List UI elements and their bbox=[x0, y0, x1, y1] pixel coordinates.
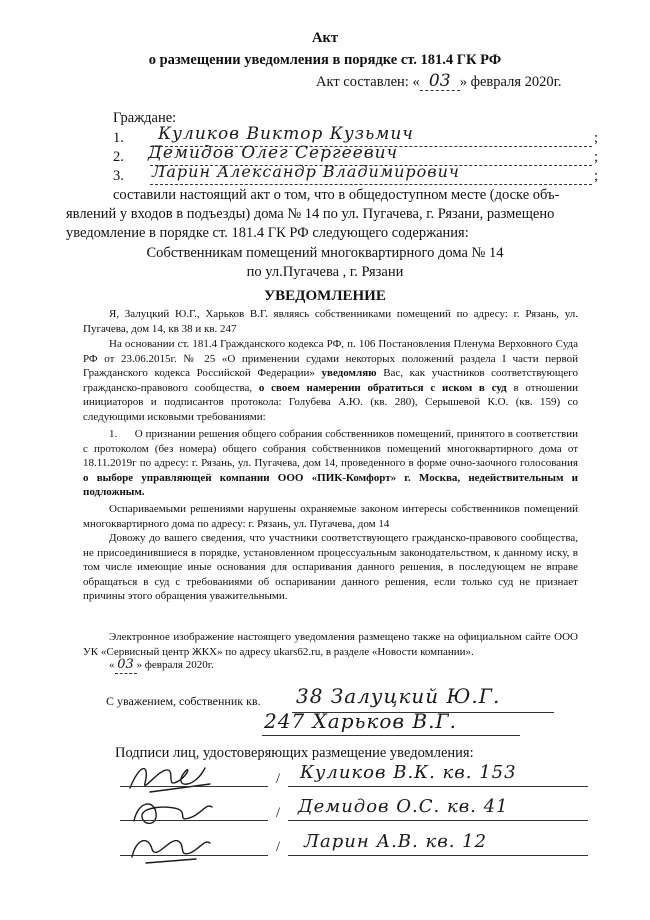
act-subtitle: о размещении уведомления в порядке ст. 181.4 ГК РФ bbox=[148, 52, 502, 68]
citizen-num-1: 1. bbox=[113, 130, 124, 146]
notice-p2-b: уведомляю bbox=[321, 367, 377, 379]
notice-date-close: » февраля 2020г. bbox=[136, 659, 214, 671]
notice-date-open: « bbox=[109, 659, 115, 671]
notice-p2-d: о своем намерении обратиться с иском в суд bbox=[258, 381, 507, 394]
statement-line-2: явлений у входов в подъезды) дома № 14 по ул. Пугачева, г. Рязани, размещено bbox=[66, 206, 555, 222]
witness-text-2: Демидов О.С. кв. 41 bbox=[298, 796, 509, 817]
notice-date bbox=[109, 658, 214, 674]
notice-date-day: 03 bbox=[115, 658, 137, 674]
citizen-end-1: ; bbox=[594, 130, 599, 146]
witness-slash-2: / bbox=[276, 805, 281, 821]
regards-label: С уважением, собственник кв. bbox=[106, 694, 261, 708]
notice-p2-a: На основании ст. 181.4 Гражданского кодекса РФ, п. 106 Постановления Пленума Верховного Суда РФ от 23.06.2015г. № 25 «О применении судами некоторых положений раздела I части первой Гражданского кодекса Российской Федерации» bbox=[83, 338, 578, 379]
witnesses-label: Подписи лиц, удостоверяющих размещение уведомления: bbox=[115, 745, 474, 761]
witness-text-3: Ларин А.В. кв. 12 bbox=[304, 831, 488, 852]
notice-p2-c: Вас, как участников соответствующего гражданско-правового сообщества, bbox=[83, 367, 578, 394]
owner-signature-2: 247 Харьков В.Г. bbox=[264, 709, 458, 733]
witness-slash-3: / bbox=[276, 839, 281, 855]
citizen-name-2: Демидов Олег Сергеевич bbox=[148, 143, 399, 163]
notice-p3-b: о выборе управляющей компании ООО «ПИК-Комфорт» г. Москва, недействительным и подложным. bbox=[83, 471, 578, 498]
witness-slash-1: / bbox=[276, 771, 281, 787]
notice-heading: УВЕДОМЛЕНИЕ bbox=[264, 288, 386, 304]
notice-p3-num: 1. bbox=[109, 428, 118, 440]
addressee-line-1: Собственникам помещений многоквартирного дома № 14 bbox=[146, 245, 504, 261]
notice-p3 bbox=[83, 427, 578, 500]
citizen-name-3: Ларин Александр Владимирович bbox=[152, 162, 460, 181]
notice-p4: Оспариваемыми решениями нарушены охраняемые законом интересы собственников помещений многоквартирного дома по адресу: г. Рязань, ул. Пугачева, дом 14 bbox=[83, 503, 578, 530]
notice-p6: Электронное изображение настоящего уведомления размещено также на официальном сайте ООО УК «Сервисный центр ЖКХ» по адресу ukars62.ru, в разделе «Новости компании». bbox=[83, 631, 578, 658]
notice-p5: Довожу до вашего сведения, что участники соответствующего гражданско-правового сообщества, не присоединившиеся в порядке, установленном процессуальным законодательством, к данному иску, в том числе имеющие иные основания для оспаривания данного решения, в последующем не вправе обращаться в суд с требованиями об оспаривании данного решения, если только суд не признает причины этого обращения уважительными. bbox=[83, 532, 578, 602]
notice-p1: Я, Залуцкий Ю.Г., Харьков В.Г. являясь собственниками помещений по адресу: г. Рязань, ул. Пугачева, дом 14, кв 38 и кв. 247 bbox=[83, 308, 578, 335]
witness-text-1: Куликов В.К. кв. 153 bbox=[300, 762, 517, 783]
act-day: 03 bbox=[420, 72, 460, 91]
witness-signature-1 bbox=[120, 758, 220, 798]
act-title: Акт bbox=[312, 30, 338, 46]
statement-line-3: уведомление в порядке ст. 181.4 ГК РФ следующего содержания: bbox=[66, 225, 469, 241]
citizens-label: Граждане: bbox=[113, 110, 177, 126]
witness-signature-3 bbox=[126, 827, 216, 867]
citizen-name-1: Куликов Виктор Кузьмич bbox=[158, 124, 414, 144]
notice-p3-a: О признании решения общего собрания собственников помещений, принятого в соответствии с протоколом (без номера) общего собрания собственников помещений многоквартирного дома от 18.11.2019г по адресу: г. Рязань, ул. Пугачева, дом 14, проведенного в форме очно-заочного голосования bbox=[83, 428, 579, 469]
statement-line-1: составили настоящий акт о том, что в общедоступном месте (доске объ- bbox=[113, 187, 560, 203]
act-composed-line bbox=[316, 72, 562, 91]
addressee-line-2: по ул.Пугачева , г. Рязани bbox=[246, 264, 404, 280]
act-composed-prefix: Акт составлен: « bbox=[316, 74, 420, 90]
notice-p2 bbox=[83, 337, 578, 424]
citizen-end-2: ; bbox=[594, 149, 599, 165]
citizen-num-2: 2. bbox=[113, 149, 124, 165]
citizen-num-3: 3. bbox=[113, 168, 124, 184]
act-composed-suffix: » февраля 2020г. bbox=[459, 74, 562, 90]
notice-p2-e: в отношении инициаторов и подписантов протокола: Голубева А.Ю. (кв. 280), Серышевой К.О. (кв. 159) со следующими исковыми требованиями: bbox=[83, 381, 578, 423]
citizen-end-3: ; bbox=[594, 168, 599, 184]
owner-signature-1: 38 Залуцкий Ю.Г. bbox=[296, 684, 501, 708]
